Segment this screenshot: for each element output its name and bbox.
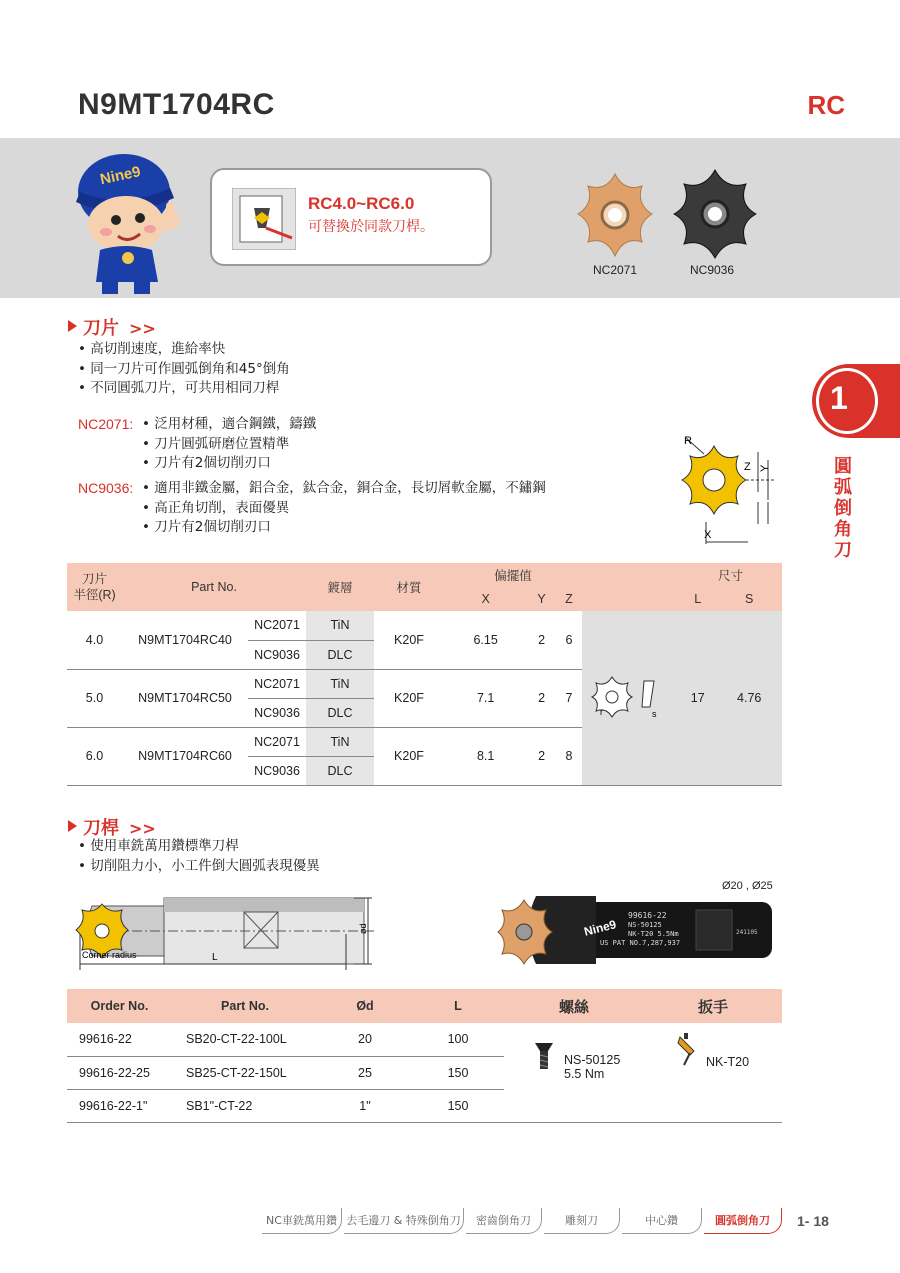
callout-description: 可替換於同款刀桿。: [308, 219, 434, 235]
coating-cell: DLC: [306, 756, 374, 785]
y-cell: 2: [527, 669, 556, 727]
holder-heading-text: 刀桿: [83, 818, 119, 839]
page-number: 1- 18: [797, 1213, 829, 1229]
bullet-item: • 同一刀片可作圓弧倒角和45°倒角: [78, 360, 290, 380]
col-part-no: Part No.: [172, 989, 318, 1023]
insert-bullet-list: [78, 340, 290, 399]
bullet-item: • 高切削速度，進給率快: [78, 340, 290, 360]
col-y: Y: [527, 587, 556, 611]
holder-dimension-drawing: [74, 884, 384, 974]
corner-radius-label: Corner radius: [82, 950, 137, 960]
coating-cell: DLC: [306, 698, 374, 727]
grade-cell: NC9036: [248, 640, 306, 669]
part-no-cell: N9MT1704RC50: [122, 669, 248, 727]
engraving-line: NS-50125: [628, 921, 662, 929]
insert-dimension-diagram: [676, 432, 786, 552]
diameter-cell: 1": [318, 1089, 412, 1122]
coating-cell: TiN: [306, 611, 374, 640]
order-no-cell: 99616-22-25: [67, 1056, 172, 1089]
part-no-cell: N9MT1704RC40: [122, 611, 248, 669]
y-cell: 2: [527, 727, 556, 785]
footer-nav-item-active[interactable]: 圓弧倒角刀: [704, 1208, 782, 1234]
insert-mini-diagram: [582, 611, 679, 785]
col-wrench: 扳手: [644, 989, 782, 1023]
insert-spec-table: [67, 563, 782, 786]
nc2071-insert-image: [574, 170, 656, 260]
z-cell: 6: [556, 611, 582, 669]
footer-nav-item[interactable]: NC車銑萬用鑽: [262, 1208, 342, 1234]
radius-cell: 4.0: [67, 611, 122, 669]
holder-bullet-list: [78, 837, 320, 876]
footer-nav-item[interactable]: 中心鑽: [622, 1208, 702, 1234]
holder-order-table: [67, 989, 782, 1123]
bullet-item: • 泛用材種，適合鋼鐵，鑄鐵: [142, 415, 316, 435]
col-diameter: Ød: [318, 989, 412, 1023]
chevron-text: >>: [129, 819, 156, 838]
banner-insert-label: NC2071: [593, 263, 638, 277]
material-cell: K20F: [374, 727, 444, 785]
z-cell: 7: [556, 669, 582, 727]
col-order-no: Order No.: [67, 989, 172, 1023]
part-no-cell: SB1"-CT-22: [172, 1089, 318, 1122]
length-label: L: [212, 952, 218, 963]
col-s: S: [716, 587, 782, 611]
grade-cell: NC2071: [248, 727, 306, 756]
chapter-title: 圓弧倒角刀: [834, 456, 852, 561]
grade-cell: NC2071: [248, 611, 306, 640]
screw-cell: [504, 1023, 644, 1122]
col-size: 尺寸: [679, 563, 782, 587]
bullet-item: • 高正角切削，表面優異: [142, 499, 546, 519]
grade-label: NC9036:: [78, 480, 134, 496]
bullet-item: • 使用車銑萬用鑽標準刀桿: [78, 837, 320, 857]
size-l-cell: 17: [679, 611, 716, 785]
callout-radius-range: RC4.0~RC6.0: [308, 194, 415, 213]
footer-nav-item[interactable]: 密齒倒角刀: [466, 1208, 542, 1234]
bullet-item: • 適用非鐵金屬，鋁合金，鈦合金，銅合金，長切屑軟金屬，不鏽鋼: [142, 479, 546, 499]
chapter-number: 1: [830, 380, 848, 416]
screw-icon: [534, 1041, 554, 1071]
dim-label-y: Y: [759, 464, 771, 472]
col-screw: 螺絲: [504, 989, 644, 1023]
mini-label-r: r: [599, 707, 603, 718]
radius-cell: 5.0: [67, 669, 122, 727]
engraving-line: NK-T20 5.5Nm: [628, 930, 679, 938]
bullet-item: • 不同圓弧刀片，可共用相同刀桿: [78, 379, 290, 399]
col-coating: 鍍層: [306, 563, 374, 611]
bullet-item: • 刀片有2個切削刃口: [142, 518, 546, 538]
part-no-cell: N9MT1704RC60: [122, 727, 248, 785]
material-cell: K20F: [374, 611, 444, 669]
banner-insert-label: NC9036: [690, 263, 735, 277]
holder-photo: [496, 890, 780, 970]
order-no-cell: 99616-22: [67, 1023, 172, 1056]
engraving-line: 99616-22: [628, 911, 667, 920]
wrench-cell: [644, 1023, 782, 1122]
col-diagram: [582, 563, 679, 611]
grade-label: NC2071:: [78, 416, 134, 432]
coating-cell: TiN: [306, 669, 374, 698]
section-arrow-icon: [68, 320, 77, 332]
dim-label-r: R: [684, 435, 692, 447]
material-cell: K20F: [374, 669, 444, 727]
screw-name: NS-50125: [564, 1053, 621, 1067]
wrench-name: NK-T20: [706, 1055, 750, 1069]
holder-logo-text: Nine9: [582, 917, 618, 939]
length-cell: 100: [412, 1023, 504, 1056]
col-l: L: [679, 587, 716, 611]
page-title: N9MT1704RC: [78, 88, 275, 121]
col-z: Z: [556, 587, 582, 611]
x-cell: 7.1: [444, 669, 527, 727]
part-no-cell: SB20-CT-22-100L: [172, 1023, 318, 1056]
x-cell: 8.1: [444, 727, 527, 785]
diameter-cell: 25: [318, 1056, 412, 1089]
insert-heading-text: 刀片: [83, 318, 119, 339]
grade-points: [142, 415, 316, 474]
engraving-line: 241105: [736, 929, 758, 936]
part-no-cell: SB25-CT-22-150L: [172, 1056, 318, 1089]
coating-cell: DLC: [306, 640, 374, 669]
footer-nav-item[interactable]: 去毛邊刀 & 特殊倒角刀: [344, 1208, 464, 1234]
wrench-icon: [676, 1031, 698, 1067]
screw-torque: 5.5 Nm: [564, 1067, 605, 1081]
col-material: 材質: [374, 563, 444, 611]
col-radius: 刀片 半徑(R): [67, 563, 122, 611]
col-length: L: [412, 989, 504, 1023]
dim-label-z: Z: [744, 461, 751, 473]
footer-nav-item[interactable]: 雕刻刀: [544, 1208, 620, 1234]
dim-label-x: X: [704, 529, 712, 541]
size-s-cell: 4.76: [716, 611, 782, 785]
table-row: [67, 611, 782, 640]
z-cell: 8: [556, 727, 582, 785]
coating-cell: TiN: [306, 727, 374, 756]
y-cell: 2: [527, 611, 556, 669]
table-row: [67, 1023, 782, 1056]
order-no-cell: 99616-22-1": [67, 1089, 172, 1122]
bullet-item: • 刀片有2個切削刃口: [142, 454, 316, 474]
diameter-label: ød: [358, 923, 368, 934]
insert-profile-icon: [586, 671, 676, 721]
insert-section-heading: [68, 314, 156, 340]
chevron-text: >>: [129, 319, 156, 338]
col-offset: 偏擺值: [444, 563, 582, 587]
col-x: X: [444, 587, 527, 611]
engraving-line: US PAT NO.7,287,937: [600, 939, 681, 947]
x-cell: 6.15: [444, 611, 527, 669]
holder-cross-section-icon: [232, 188, 296, 250]
diameter-cell: 20: [318, 1023, 412, 1056]
mascot-illustration: [62, 132, 192, 298]
bullet-item: • 刀片圓弧研磨位置精準: [142, 435, 316, 455]
category-label: RC: [807, 90, 845, 120]
length-cell: 150: [412, 1089, 504, 1122]
section-arrow-icon: [68, 820, 77, 832]
grade-cell: NC2071: [248, 669, 306, 698]
mini-label-s: s: [651, 709, 656, 720]
nc9036-insert-image: [670, 166, 760, 260]
bullet-item: • 切削阻力小，小工件倒大圓弧表現優異: [78, 857, 320, 877]
radius-cell: 6.0: [67, 727, 122, 785]
grade-points: [142, 479, 546, 538]
col-part-no: Part No.: [122, 563, 306, 611]
grade-cell: NC9036: [248, 756, 306, 785]
grade-cell: NC9036: [248, 698, 306, 727]
logo-text: Nine9: [98, 163, 143, 189]
length-cell: 150: [412, 1056, 504, 1089]
holder-diameters-label: Ø20 , Ø25: [722, 880, 773, 892]
